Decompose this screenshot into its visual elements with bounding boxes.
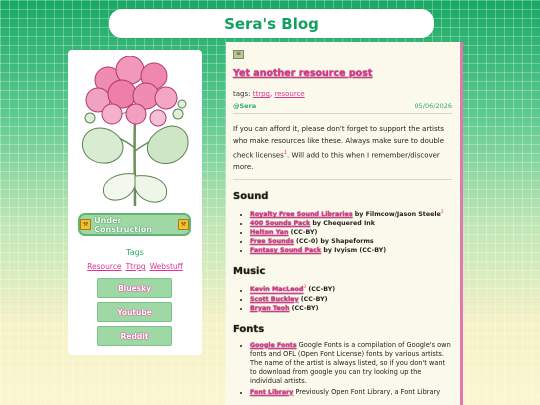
- section-heading-fonts: Fonts: [233, 323, 265, 335]
- resource-link[interactable]: Google Fonts: [250, 341, 297, 349]
- resource-credit: by Ivyism (CC-BY): [321, 247, 387, 255]
- resource-link[interactable]: Kevin MacLeod: [250, 286, 304, 294]
- resource-link[interactable]: Bryan Teoh: [250, 304, 290, 312]
- resource-credit: by Chequered Ink: [310, 220, 375, 228]
- sidebar: [68, 50, 202, 355]
- resource-credit: (CC-0) by Shapeforms: [293, 238, 374, 246]
- geranium-illustration: [78, 56, 192, 206]
- list-item: [250, 208, 452, 219]
- footnote-ref[interactable]: 1: [283, 150, 287, 156]
- tag-link-ttrpg[interactable]: Ttrpg: [125, 262, 146, 271]
- construction-sign-icon: ⚒: [178, 219, 189, 230]
- resource-credit: by Filmcow/Jason Steele: [352, 211, 441, 219]
- list-item: [250, 304, 452, 313]
- list-item: [250, 388, 452, 397]
- post-content: [226, 42, 463, 405]
- post-title[interactable]: Yet another resource post: [233, 68, 373, 79]
- post-meta: [233, 102, 452, 114]
- tag-links: [68, 262, 202, 271]
- tag-link-webstuff[interactable]: Webstuff: [149, 262, 183, 271]
- post-tag-ttrpg[interactable]: ttrpg: [252, 90, 270, 98]
- resource-link[interactable]: Free Sounds: [250, 238, 294, 246]
- construction-sign-icon: ⚒: [80, 219, 91, 230]
- resource-description: Previously Open Font Library, a Font Library: [293, 387, 441, 396]
- footnote-ref[interactable]: 3: [303, 285, 307, 291]
- resource-credit: (CC-BY): [288, 229, 318, 237]
- resource-credit: (CC-BY): [289, 304, 319, 312]
- post-intro: [233, 123, 452, 180]
- intro-text: If you can afford it, please don't forget to support the artists who make resources like these. Always make sure to double check licenses: [233, 125, 445, 160]
- post-tags-label: tags:: [233, 90, 251, 98]
- section-heading-music: Music: [233, 266, 266, 278]
- music-list: [233, 283, 452, 312]
- bluesky-button[interactable]: Bluesky: [97, 278, 172, 298]
- tags-heading: Tags: [126, 248, 144, 257]
- tag-link-resource[interactable]: Resource: [87, 262, 122, 271]
- post-date: 05/06/2026: [414, 102, 452, 110]
- fonts-list: [233, 341, 452, 397]
- list-item: [250, 295, 452, 304]
- site-header: [109, 9, 434, 38]
- resource-description: Google Fonts is a compilation of Google's own fonts and OFL (Open Font License) fonts by various artists. The name of the artist is always listed, so if you don't want to download from google you can try looking up the individual artists.: [250, 340, 451, 385]
- list-item: [250, 283, 452, 294]
- reddit-button[interactable]: Reddit: [97, 326, 172, 346]
- post-author: @Sera: [233, 102, 257, 110]
- list-item: [250, 219, 452, 228]
- post-tags: tags: ttrpg, resource: [233, 90, 305, 98]
- list-item: [250, 237, 452, 246]
- resource-link[interactable]: Fantasy Sound Pack: [250, 247, 322, 255]
- section-heading-sound: Sound: [233, 191, 269, 203]
- resource-credit: (CC-BY): [298, 295, 328, 303]
- resource-link[interactable]: 400 Sounds Pack: [250, 220, 311, 228]
- list-item: [250, 341, 452, 386]
- resource-link[interactable]: Royalty Free Sound Libraries: [250, 211, 353, 219]
- list-item: [250, 246, 452, 255]
- list-item: [250, 228, 452, 237]
- under-construction-banner: [78, 213, 191, 236]
- footnote-ref[interactable]: 2: [440, 210, 444, 216]
- resource-link[interactable]: Helton Yan: [250, 229, 289, 237]
- resource-credit: (CC-BY): [306, 286, 336, 294]
- intro-tail: . Will add to this when I remember/discover more.: [233, 151, 440, 172]
- under-construction-label: Under Construction: [94, 215, 152, 234]
- menu-icon[interactable]: ≡: [233, 50, 244, 59]
- youtube-button[interactable]: Youtube: [97, 302, 172, 322]
- post-tag-resource[interactable]: resource: [274, 90, 305, 98]
- sound-list: [233, 208, 452, 255]
- resource-link[interactable]: Scott Buckley: [250, 295, 299, 303]
- site-title[interactable]: Sera's Blog: [224, 14, 319, 33]
- resource-link[interactable]: Font Library: [250, 388, 294, 396]
